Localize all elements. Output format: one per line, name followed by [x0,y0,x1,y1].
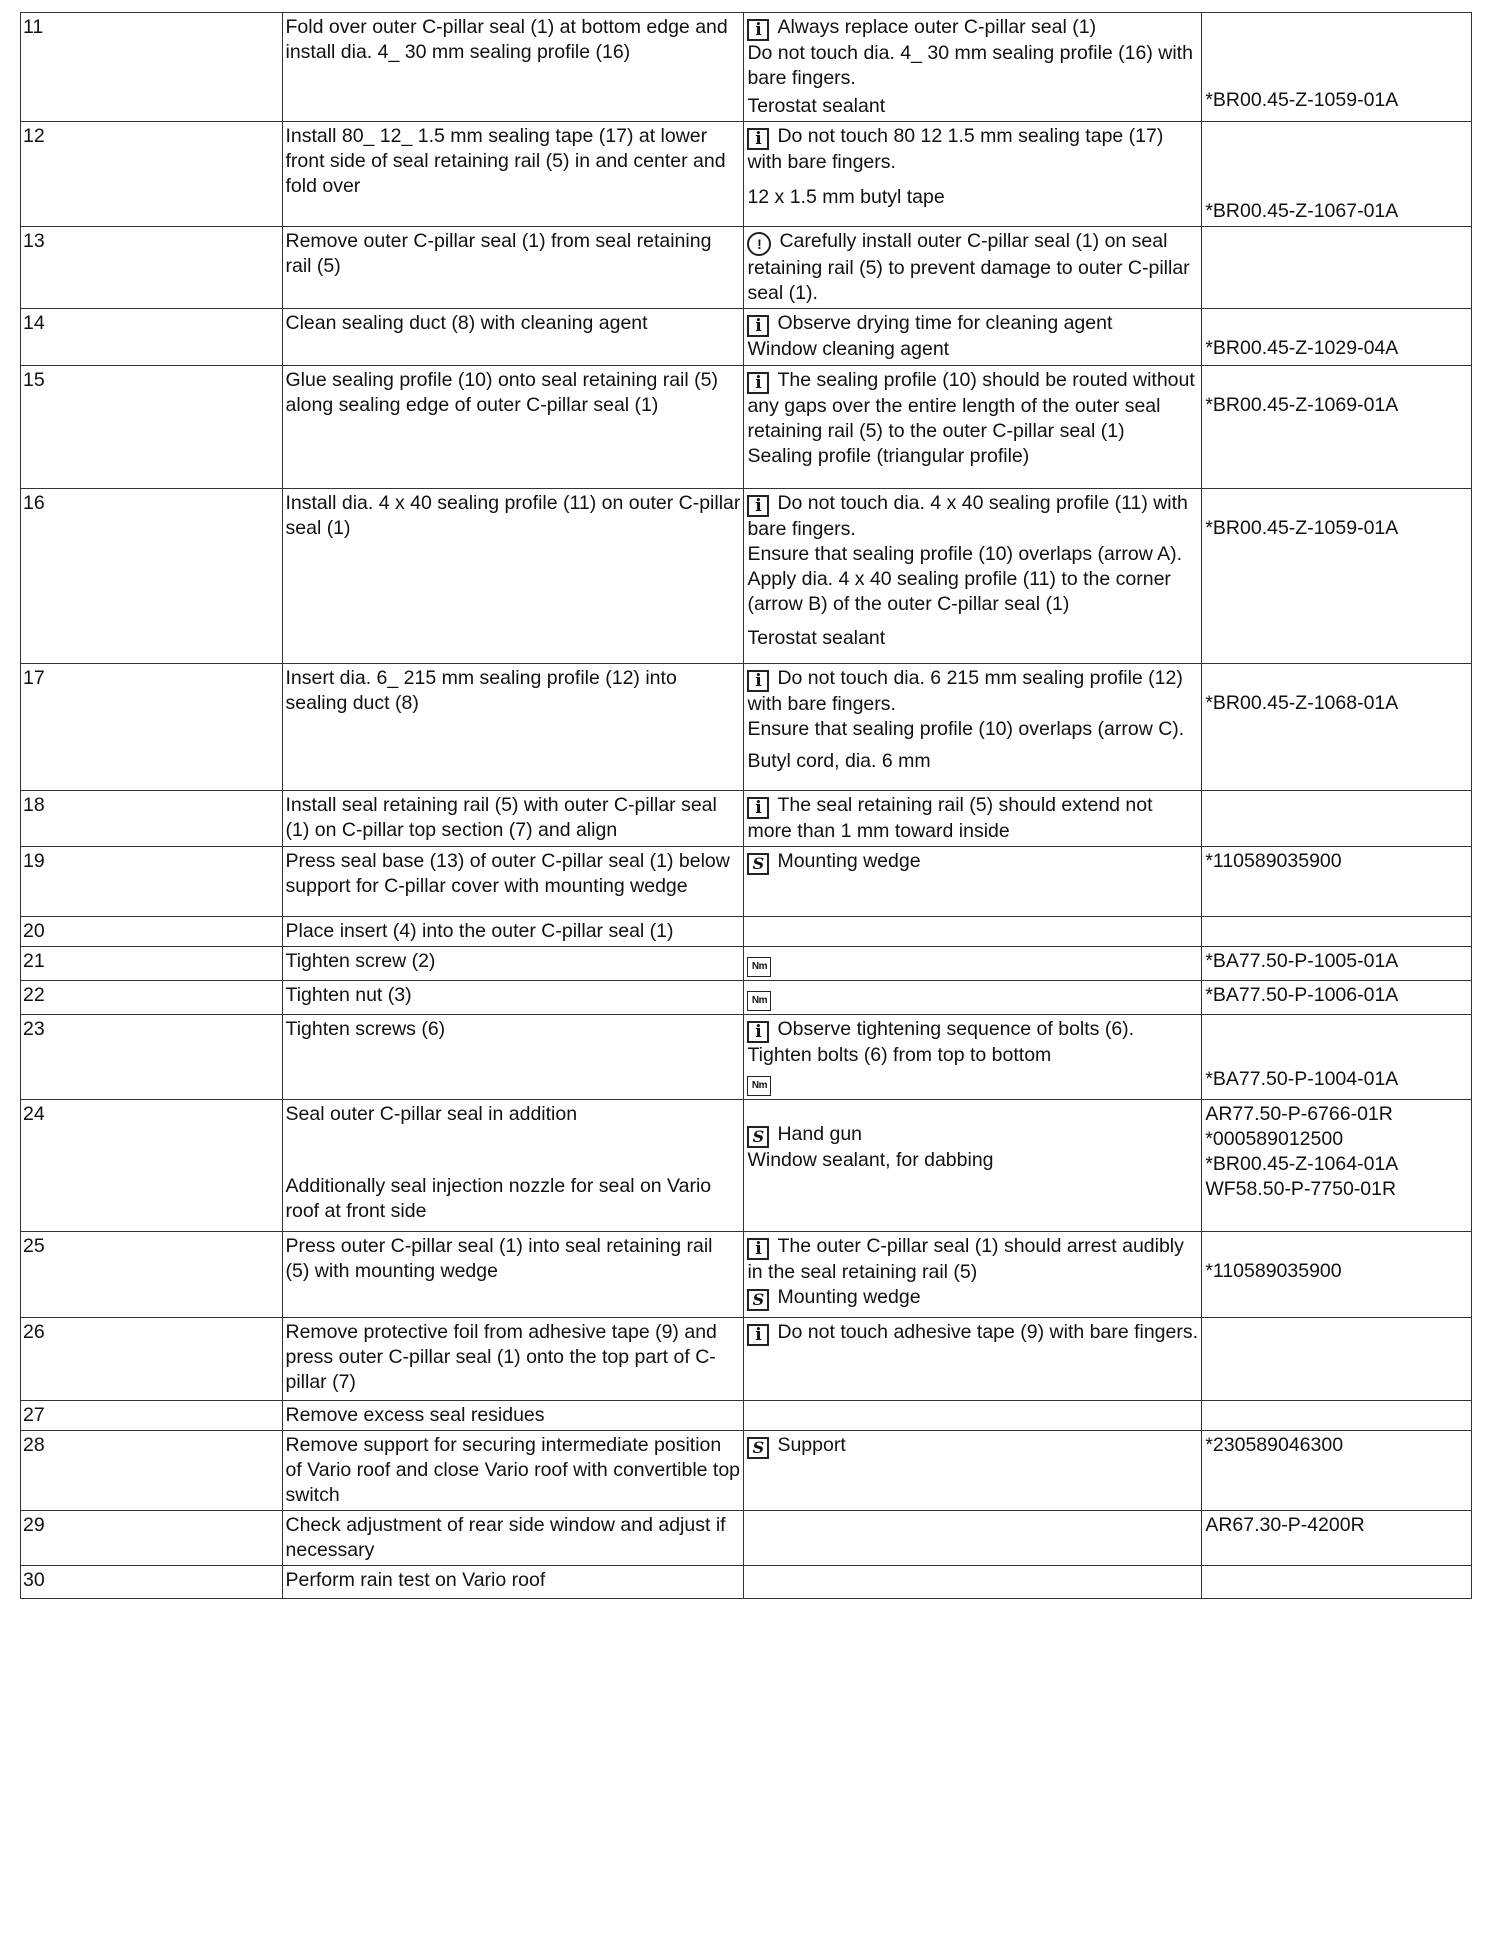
step-reference-cell [1202,791,1472,847]
table-row [21,489,1472,664]
table-row [21,917,1472,947]
step-note-line [747,491,1198,542]
table-row [21,1232,1472,1318]
step-notes-cell [744,1318,1202,1401]
step-reference-cell [1202,947,1472,981]
step-notes-cell [744,1232,1202,1318]
step-notes-cell [744,1015,1202,1100]
step-reference: AR67.30-P-4200R [1205,1514,1365,1536]
info-icon: i [747,670,769,692]
step-action-text: Additionally seal injection nozzle for seal on Vario roof at front side [285,1175,712,1222]
step-action-cell [282,13,744,122]
step-number-cell [21,791,283,847]
step-notes-cell [744,664,1202,791]
table-row [21,309,1472,366]
step-action-text: Tighten nut (3) [285,984,412,1006]
step-note-line [747,717,1198,742]
torque-nm-icon: Nm [747,957,771,977]
torque-nm-icon: Nm [747,991,771,1011]
table-row [21,1431,1472,1511]
step-number-cell [21,1511,283,1566]
step-notes-cell [744,309,1202,366]
step-note-line [747,949,1198,977]
step-action-text: Press seal base (13) of outer C-pillar seal (1) below support for C-pillar cover with mounting wedge [285,850,730,897]
step-number-cell [21,1100,283,1232]
table-row [21,1318,1472,1401]
step-notes-cell [744,366,1202,489]
step-reference: *BR00.45-Z-1059-01A [1205,517,1399,539]
step-notes-cell [744,1566,1202,1599]
step-note-text: Do not touch dia. 6 215 mm sealing profile (12) with bare fingers. [747,667,1183,715]
step-note-text: 12 x 1.5 mm butyl tape [747,186,945,208]
step-note-text: Ensure that sealing profile (10) overlaps (arrow C). [747,718,1185,740]
step-action-text: Clean sealing duct (8) with cleaning agent [285,312,648,334]
step-number-cell [21,1431,283,1511]
step-reference: *110589035900 [1205,850,1342,872]
step-number-cell [21,1401,283,1431]
step-note-text: Do not touch 80 12 1.5 mm sealing tape (17) with bare fingers. [747,125,1164,173]
step-note-line [747,1285,1198,1311]
step-reference-cell [1202,309,1472,366]
step-number-cell [21,664,283,791]
info-icon: i [747,495,769,517]
step-action-cell [282,1431,744,1511]
step-note-line [747,311,1198,337]
step-reference: *BA77.50-P-1004-01A [1205,1068,1399,1090]
step-number: 30 [23,1569,45,1591]
step-number: 26 [23,1321,45,1343]
step-action-text: Install 80_ 12_ 1.5 mm sealing tape (17) at lower front side of seal retaining rail (5) in and center and fold over [285,125,726,197]
step-number: 14 [23,312,45,334]
step-note-line [747,1148,1198,1173]
step-reference [1205,491,1468,516]
step-reference-cell [1202,917,1472,947]
step-reference-cell [1202,1401,1472,1431]
step-reference [1205,174,1468,199]
step-reference: AR77.50-P-6766-01R [1205,1103,1393,1125]
step-number: 19 [23,850,45,872]
step-notes-cell [744,227,1202,309]
step-number: 28 [23,1434,45,1456]
step-reference [1205,124,1468,149]
info-icon: i [747,372,769,394]
step-reference: *BR00.45-Z-1069-01A [1205,394,1399,416]
step-reference: *110589035900 [1205,1260,1342,1282]
step-action-text: Remove support for securing intermediate position of Vario roof and close Vario roof with convertible top switch [285,1434,741,1506]
table-row [21,122,1472,227]
step-note-line [747,1234,1198,1285]
step-note-line [747,849,1198,875]
tool-icon: S [747,1437,769,1459]
step-note-line [747,1320,1198,1346]
step-number: 29 [23,1514,45,1536]
step-notes-cell [744,122,1202,227]
step-reference [1205,666,1468,691]
step-action-cell [282,309,744,366]
step-note-line [747,666,1198,717]
step-reference [1205,13,1468,38]
step-reference-cell [1202,1318,1472,1401]
step-notes-cell [744,489,1202,664]
step-notes-cell [744,981,1202,1015]
step-number-cell [21,122,283,227]
step-note-text: Mounting wedge [777,1286,921,1308]
step-action-text: Tighten screw (2) [285,950,436,972]
info-icon: i [747,1324,769,1346]
step-action-text: Press outer C-pillar seal (1) into seal retaining rail (5) with mounting wedge [285,1235,713,1282]
step-action-cell [282,122,744,227]
step-note-line [747,793,1198,844]
step-action-text: Remove excess seal residues [285,1404,545,1426]
step-action-text: Place insert (4) into the outer C-pillar seal (1) [285,920,674,942]
info-icon: i [747,1238,769,1260]
step-note-text: Do not touch dia. 4 x 40 sealing profile (11) with bare fingers. [747,492,1188,540]
step-notes-cell [744,1401,1202,1431]
step-action-text: Insert dia. 6_ 215 mm sealing profile (12) into sealing duct (8) [285,667,677,714]
step-number-cell [21,1015,283,1100]
step-note-line [747,542,1198,567]
procedure-table [20,12,1472,1599]
step-reference: *230589046300 [1205,1434,1344,1456]
step-number-cell [21,847,283,917]
step-number: 12 [23,125,45,147]
step-action-cell [282,1401,744,1431]
step-note-text: Window cleaning agent [747,338,950,360]
step-reference-cell [1202,1232,1472,1318]
step-reference [1205,38,1468,63]
step-action-cell [282,791,744,847]
step-note-text: Mounting wedge [777,850,921,872]
step-number: 15 [23,369,45,391]
step-action-text: Fold over outer C-pillar seal (1) at bottom edge and install dia. 4_ 30 mm sealing profile (16) [285,16,728,63]
step-notes-cell [744,917,1202,947]
step-reference: *000589012500 [1205,1128,1344,1150]
step-reference-cell [1202,981,1472,1015]
step-action-cell [282,664,744,791]
step-reference [1205,368,1468,393]
step-number-cell [21,1232,283,1318]
spacer [747,175,1198,185]
spacer [286,1127,741,1174]
step-reference [1205,1017,1468,1042]
step-reference-cell [1202,13,1472,122]
step-note-line [747,15,1198,41]
step-action-text: Perform rain test on Vario roof [285,1569,546,1591]
step-note-line [747,1433,1198,1459]
step-reference: *BR00.45-Z-1064-01A [1205,1153,1399,1175]
step-number-cell [21,947,283,981]
step-note-line [747,368,1198,444]
step-note-text: Apply dia. 4 x 40 sealing profile (11) to the corner (arrow B) of the outer C-pillar seal (1) [747,568,1171,615]
step-note-text: Window sealant, for dabbing [747,1149,994,1171]
step-note-text: The seal retaining rail (5) should extend not more than 1 mm toward inside [747,794,1153,842]
step-reference-cell [1202,1100,1472,1232]
table-row [21,981,1472,1015]
step-number: 20 [23,920,45,942]
step-note-text: Support [777,1434,846,1456]
step-action-cell [282,981,744,1015]
step-number: 25 [23,1235,45,1257]
spacer [747,742,1198,749]
step-note-text: The outer C-pillar seal (1) should arrest audibly in the seal retaining rail (5) [747,1235,1184,1283]
step-action-cell [282,1566,744,1599]
spacer [747,1102,1198,1122]
step-note-text: Hand gun [777,1123,863,1145]
step-reference-cell [1202,227,1472,309]
table-row [21,366,1472,489]
step-action-cell [282,917,744,947]
step-number-cell [21,366,283,489]
step-reference-cell [1202,1566,1472,1599]
table-row [21,1015,1472,1100]
step-number: 21 [23,950,45,972]
step-number: 24 [23,1103,45,1125]
step-number-cell [21,309,283,366]
step-reference: *BA77.50-P-1005-01A [1205,950,1399,972]
table-row [21,1511,1472,1566]
step-number-cell [21,489,283,664]
step-action-cell [282,1015,744,1100]
step-note-line [747,1068,1198,1096]
step-reference: *BR00.45-Z-1068-01A [1205,692,1399,714]
step-action-text: Remove outer C-pillar seal (1) from seal retaining rail (5) [285,230,712,277]
info-icon: i [747,19,769,41]
step-note-text: Terostat sealant [747,95,886,117]
step-note-text: Always replace outer C-pillar seal (1) [777,16,1097,38]
spacer [747,617,1198,626]
step-action-cell [282,947,744,981]
step-action-text: Remove protective foil from adhesive tape (9) and press outer C-pillar seal (1) onto the top part of C-pillar (7) [285,1321,717,1393]
step-action-text: Glue sealing profile (10) onto seal retaining rail (5) along sealing edge of outer C-pillar seal (1) [285,369,718,416]
step-reference: *BR00.45-Z-1029-04A [1205,337,1399,359]
table-row [21,13,1472,122]
step-action-text: Check adjustment of rear side window and adjust if necessary [285,1514,726,1561]
table-row [21,1401,1472,1431]
step-note-line [747,444,1198,469]
table-row [21,664,1472,791]
step-note-text: Carefully install outer C-pillar seal (1) on seal retaining rail (5) to prevent damage to outer C-pillar seal (1). [747,230,1190,304]
step-action-cell [282,1232,744,1318]
step-note-line [747,567,1198,617]
step-note-line [747,185,1198,210]
table-row [21,1100,1472,1232]
step-number-cell [21,227,283,309]
tool-icon: S [747,1289,769,1311]
step-note-line [747,337,1198,362]
table-row [21,1566,1472,1599]
step-reference-cell [1202,664,1472,791]
info-icon: i [747,1021,769,1043]
step-reference-cell [1202,1015,1472,1100]
step-reference-cell [1202,366,1472,489]
step-reference-cell [1202,847,1472,917]
tool-icon: S [747,1126,769,1148]
step-reference-cell [1202,1511,1472,1566]
step-action-text: Install seal retaining rail (5) with outer C-pillar seal (1) on C-pillar top section (7) and align [285,794,717,841]
step-notes-cell [744,847,1202,917]
step-number-cell [21,1566,283,1599]
step-number: 23 [23,1018,45,1040]
step-number: 11 [23,16,44,38]
table-row [21,847,1472,917]
step-reference [1205,311,1468,336]
step-note-line [747,983,1198,1011]
step-reference [1205,1042,1468,1067]
step-reference [1205,1234,1468,1259]
info-icon: i [747,128,769,150]
step-reference-cell [1202,489,1472,664]
step-note-line [747,626,1198,651]
step-note-text: Terostat sealant [747,627,886,649]
step-action-cell [282,847,744,917]
step-note-line [747,1043,1198,1068]
step-reference-cell [1202,122,1472,227]
step-note-text: Tighten bolts (6) from top to bottom [747,1044,1052,1066]
torque-nm-icon: Nm [747,1076,771,1096]
step-reference: WF58.50-P-7750-01R [1205,1178,1397,1200]
step-note-line [747,1122,1198,1148]
step-action-cell [282,227,744,309]
caution-icon: ! [747,232,771,256]
step-note-line [747,124,1198,175]
step-action-cell [282,1100,744,1232]
step-number-cell [21,1318,283,1401]
step-note-text: Do not touch adhesive tape (9) with bare fingers. [777,1321,1199,1343]
step-number: 13 [23,230,45,252]
step-number-cell [21,981,283,1015]
step-note-text: Sealing profile (triangular profile) [747,445,1030,467]
step-number: 17 [23,667,45,689]
step-note-text: Do not touch dia. 4_ 30 mm sealing profile (16) with bare fingers. [747,42,1193,89]
step-number-cell [21,13,283,122]
step-reference-cell [1202,1431,1472,1511]
step-action-cell [282,366,744,489]
step-reference [1205,63,1468,88]
step-action-text: Seal outer C-pillar seal in addition [285,1103,578,1125]
step-action-cell [282,489,744,664]
tool-icon: S [747,853,769,875]
step-reference: *BR00.45-Z-1059-01A [1205,89,1399,111]
step-notes-cell [744,1511,1202,1566]
step-number: 18 [23,794,45,816]
table-row [21,227,1472,309]
procedure-table-body [21,13,1472,1599]
step-note-text: The sealing profile (10) should be routed without any gaps over the entire length of the outer seal retaining rail (5) to the outer C-pillar seal (1) [747,369,1195,442]
step-note-line [747,41,1198,91]
step-action-cell [282,1511,744,1566]
step-reference [1205,149,1468,174]
step-notes-cell [744,791,1202,847]
info-icon: i [747,315,769,337]
step-reference: *BA77.50-P-1006-01A [1205,984,1399,1006]
step-action-cell [282,1318,744,1401]
step-action-text: Install dia. 4 x 40 sealing profile (11) on outer C-pillar seal (1) [285,492,741,539]
info-icon: i [747,797,769,819]
step-note-text: Observe drying time for cleaning agent [777,312,1113,334]
step-action-text: Tighten screws (6) [285,1018,446,1040]
step-note-text: Ensure that sealing profile (10) overlaps (arrow A). [747,543,1183,565]
table-row [21,947,1472,981]
step-number: 27 [23,1404,45,1426]
step-note-text: Observe tightening sequence of bolts (6). [777,1018,1135,1040]
step-number: 22 [23,984,45,1006]
step-note-line [747,1017,1198,1043]
table-row [21,791,1472,847]
step-notes-cell [744,13,1202,122]
step-reference: *BR00.45-Z-1067-01A [1205,200,1399,222]
step-number: 16 [23,492,45,514]
step-note-line [747,229,1198,306]
step-notes-cell [744,1431,1202,1511]
step-note-line [747,94,1198,119]
step-notes-cell [744,947,1202,981]
step-note-line [747,749,1198,774]
step-note-text: Butyl cord, dia. 6 mm [747,750,931,772]
step-number-cell [21,917,283,947]
step-notes-cell [744,1100,1202,1232]
